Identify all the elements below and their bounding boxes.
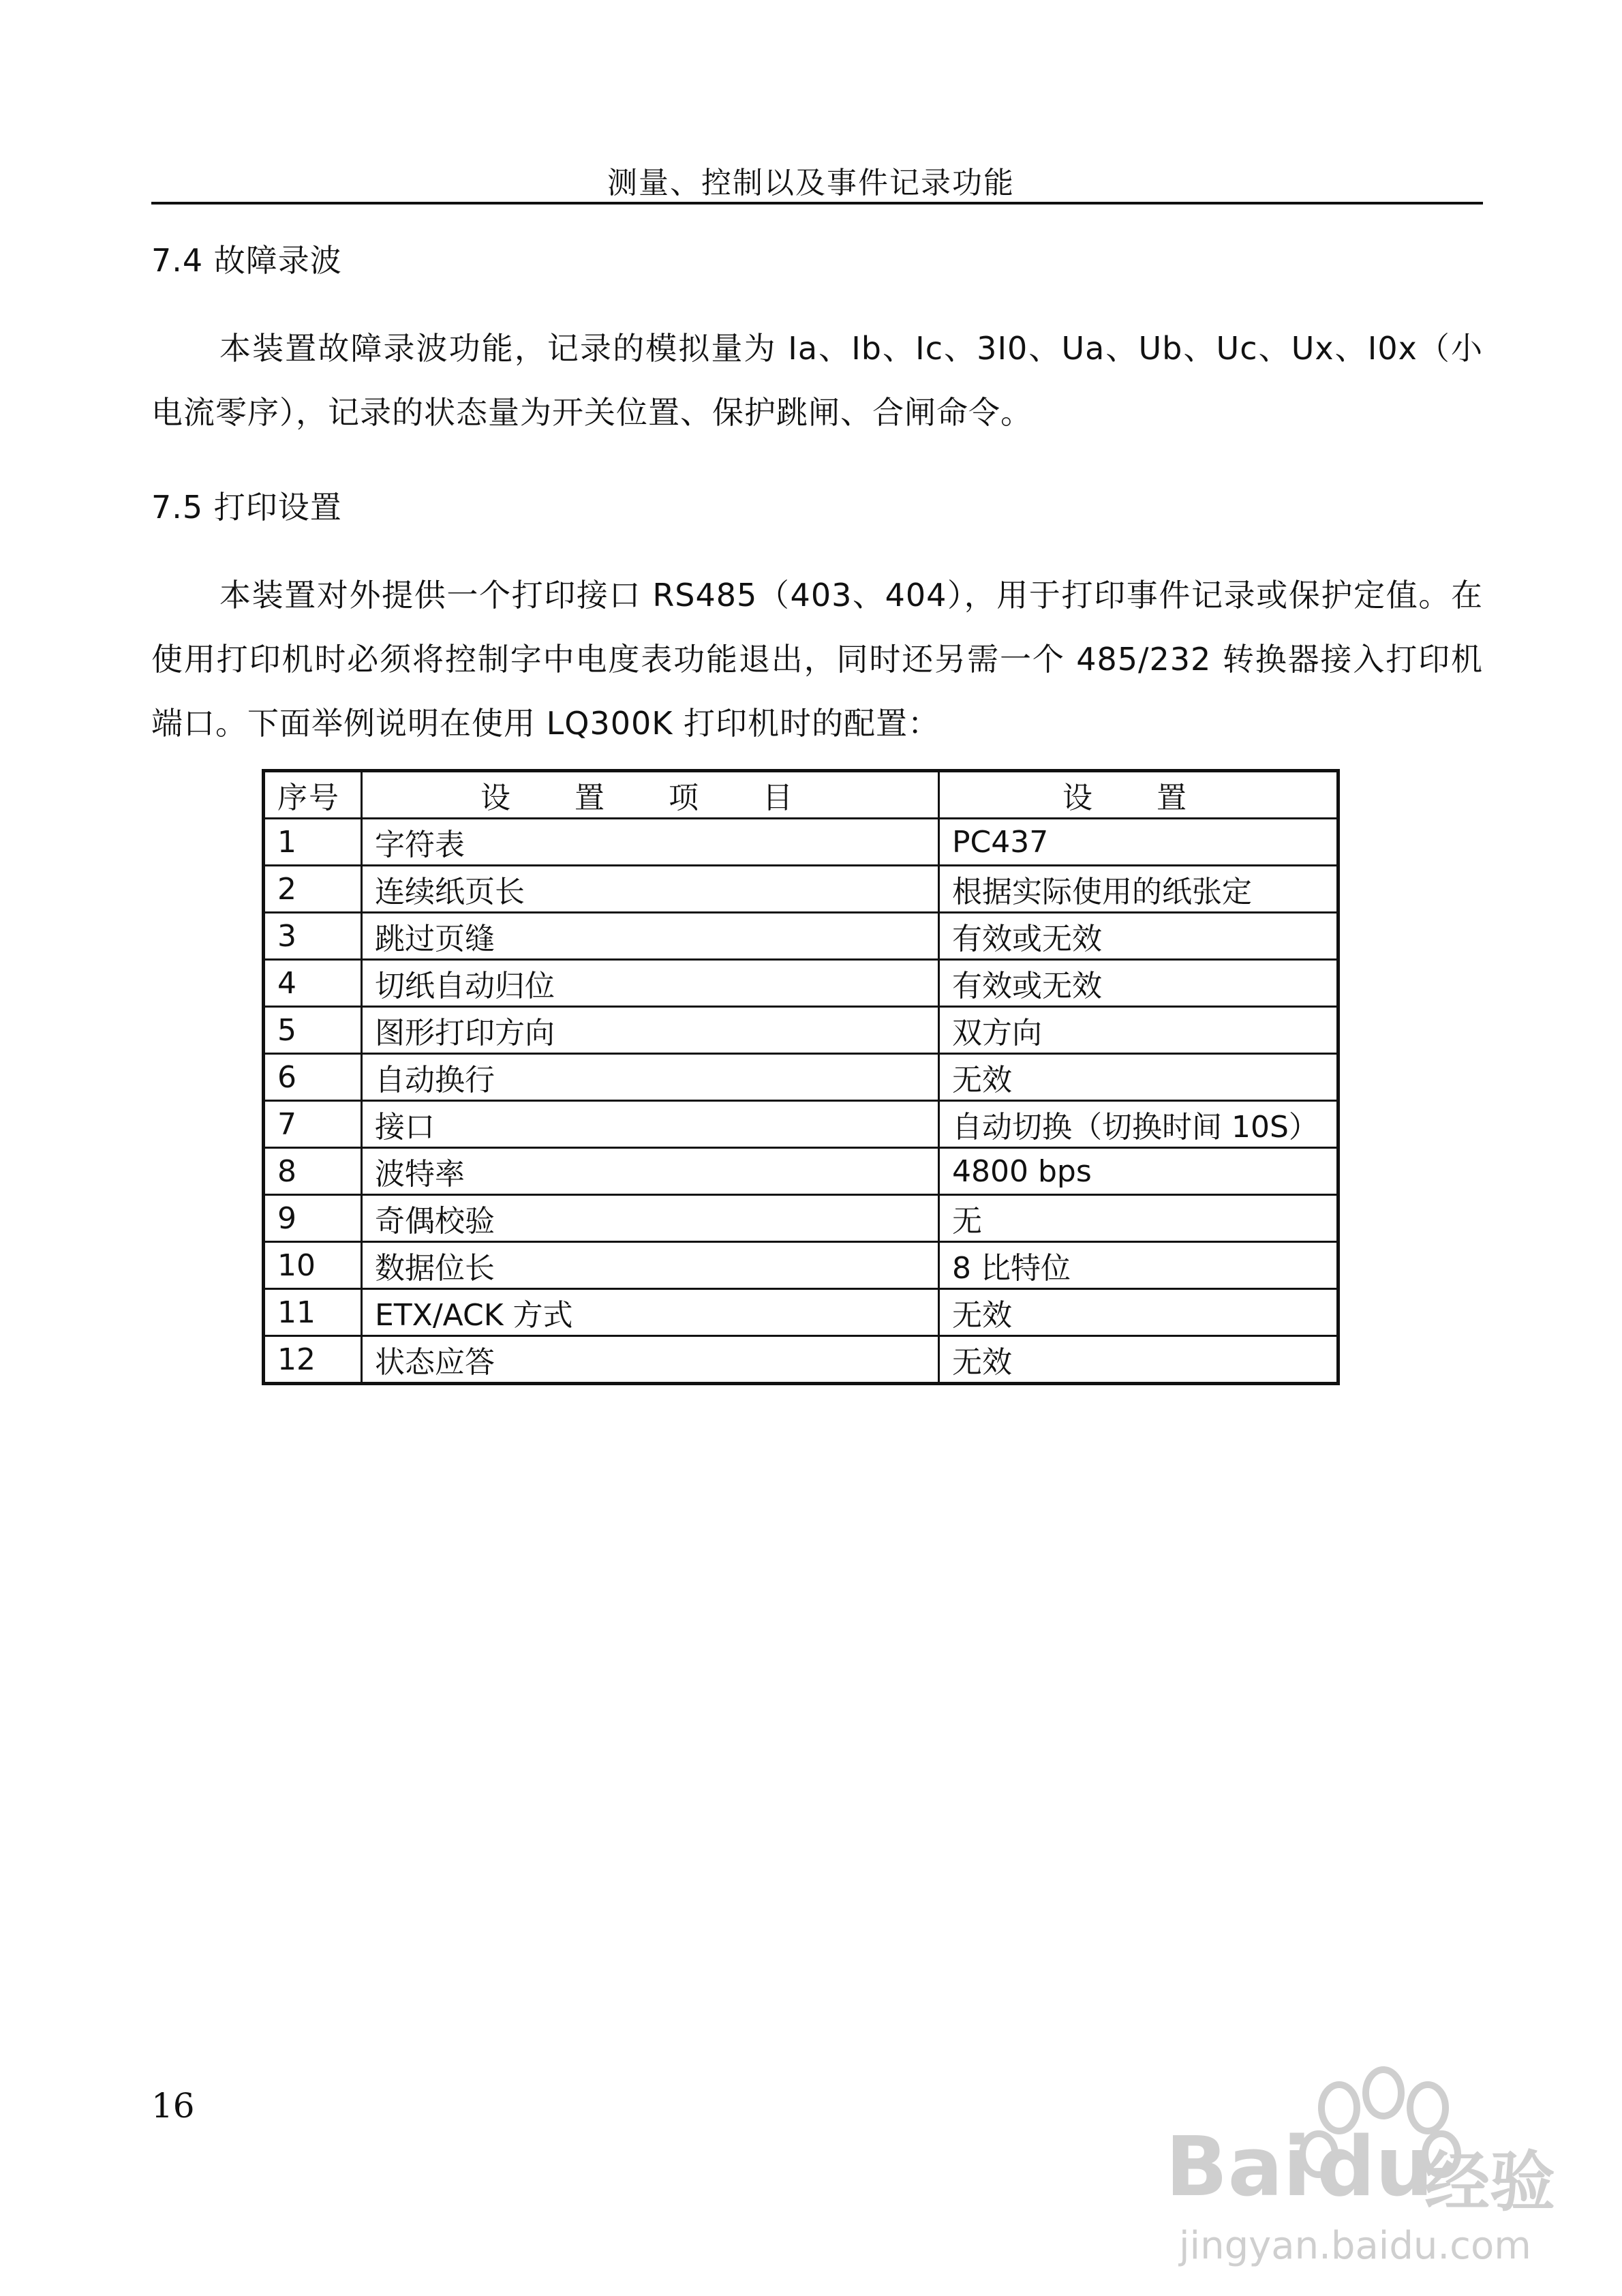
paragraph-7-5: 本装置对外提供一个打印接口 RS485（403、404），用于打印事件记录或保护定值。在使用打印机时必须将控制字中电度表功能退出，同时还另需一个 485/232 转换器接入打印机端口。下面举例说明在使用 LQ300K 打印机时的配置：	[151, 577, 1483, 742]
cell-setting: 无	[939, 1195, 1338, 1242]
watermark-url: jingyan.baidu.com	[1179, 2224, 1531, 2268]
cell-item: 奇偶校验	[362, 1195, 939, 1242]
cell-number: 1	[264, 819, 362, 866]
cell-number: 7	[264, 1101, 362, 1148]
cell-number: 11	[264, 1289, 362, 1336]
page-number: 16	[151, 2086, 195, 2126]
section-heading-7-5: 7.5 打印设置	[151, 489, 342, 526]
table-row	[264, 960, 1338, 1007]
table-row	[264, 913, 1338, 960]
table-row	[264, 1336, 1338, 1384]
cell-setting: 双方向	[939, 1007, 1338, 1054]
cell-number: 12	[264, 1336, 362, 1384]
table-row	[264, 866, 1338, 913]
cell-item: 连续纸页长	[362, 866, 939, 913]
cell-setting: 无效	[939, 1289, 1338, 1336]
cell-item: 自动换行	[362, 1054, 939, 1101]
cell-number: 8	[264, 1148, 362, 1195]
cell-number: 6	[264, 1054, 362, 1101]
cell-setting: 根据实际使用的纸张定	[939, 866, 1338, 913]
table-row	[264, 1101, 1338, 1148]
table-header-row	[264, 771, 1338, 819]
cell-item: 切纸自动归位	[362, 960, 939, 1007]
cell-item: 图形打印方向	[362, 1007, 939, 1054]
cell-item: 数据位长	[362, 1242, 939, 1289]
cell-item: 波特率	[362, 1148, 939, 1195]
running-header: 测量、控制以及事件记录功能	[607, 166, 1015, 200]
printer-settings-table	[262, 769, 1340, 1385]
cell-setting: 4800 bps	[939, 1148, 1338, 1195]
watermark-suffix: 经验	[1424, 2144, 1555, 2220]
baidu-jingyan-watermark	[1165, 2045, 1574, 2270]
table-row	[264, 1289, 1338, 1336]
cell-setting: 无效	[939, 1336, 1338, 1384]
cell-setting: 自动切换（切换时间 10S）	[939, 1101, 1338, 1148]
cell-setting: 有效或无效	[939, 960, 1338, 1007]
cell-item: ETX/ACK 方式	[362, 1289, 939, 1336]
cell-number: 3	[264, 913, 362, 960]
header-cell-setting: 设 置	[939, 771, 1338, 819]
cell-number: 10	[264, 1242, 362, 1289]
cell-setting: 无效	[939, 1054, 1338, 1101]
cell-item: 状态应答	[362, 1336, 939, 1384]
cell-number: 4	[264, 960, 362, 1007]
table-row	[264, 1148, 1338, 1195]
cell-item: 接口	[362, 1101, 939, 1148]
cell-setting: 有效或无效	[939, 913, 1338, 960]
paragraph-7-4: 本装置故障录波功能，记录的模拟量为 Ia、Ib、Ic、3I0、Ua、Ub、Uc、Ux、I0x（小电流零序），记录的状态量为开关位置、保护跳闸、合闸命令。	[151, 330, 1483, 431]
cell-setting: 8 比特位	[939, 1242, 1338, 1289]
header-cell-number: 序号	[264, 771, 362, 819]
cell-item: 字符表	[362, 819, 939, 866]
header-cell-item: 设 置 项 目	[362, 771, 939, 819]
table-row	[264, 1242, 1338, 1289]
cell-setting: PC437	[939, 819, 1338, 866]
watermark-brand-2: du	[1317, 2120, 1434, 2215]
table-row	[264, 819, 1338, 866]
cell-number: 2	[264, 866, 362, 913]
table-row	[264, 1054, 1338, 1101]
watermark-brand: Bai	[1165, 2120, 1311, 2215]
cell-number: 5	[264, 1007, 362, 1054]
section-heading-7-4: 7.4 故障录波	[151, 242, 342, 279]
header-rule	[151, 202, 1483, 205]
cell-number: 9	[264, 1195, 362, 1242]
cell-item: 跳过页缝	[362, 913, 939, 960]
table-row	[264, 1195, 1338, 1242]
table-row	[264, 1007, 1338, 1054]
